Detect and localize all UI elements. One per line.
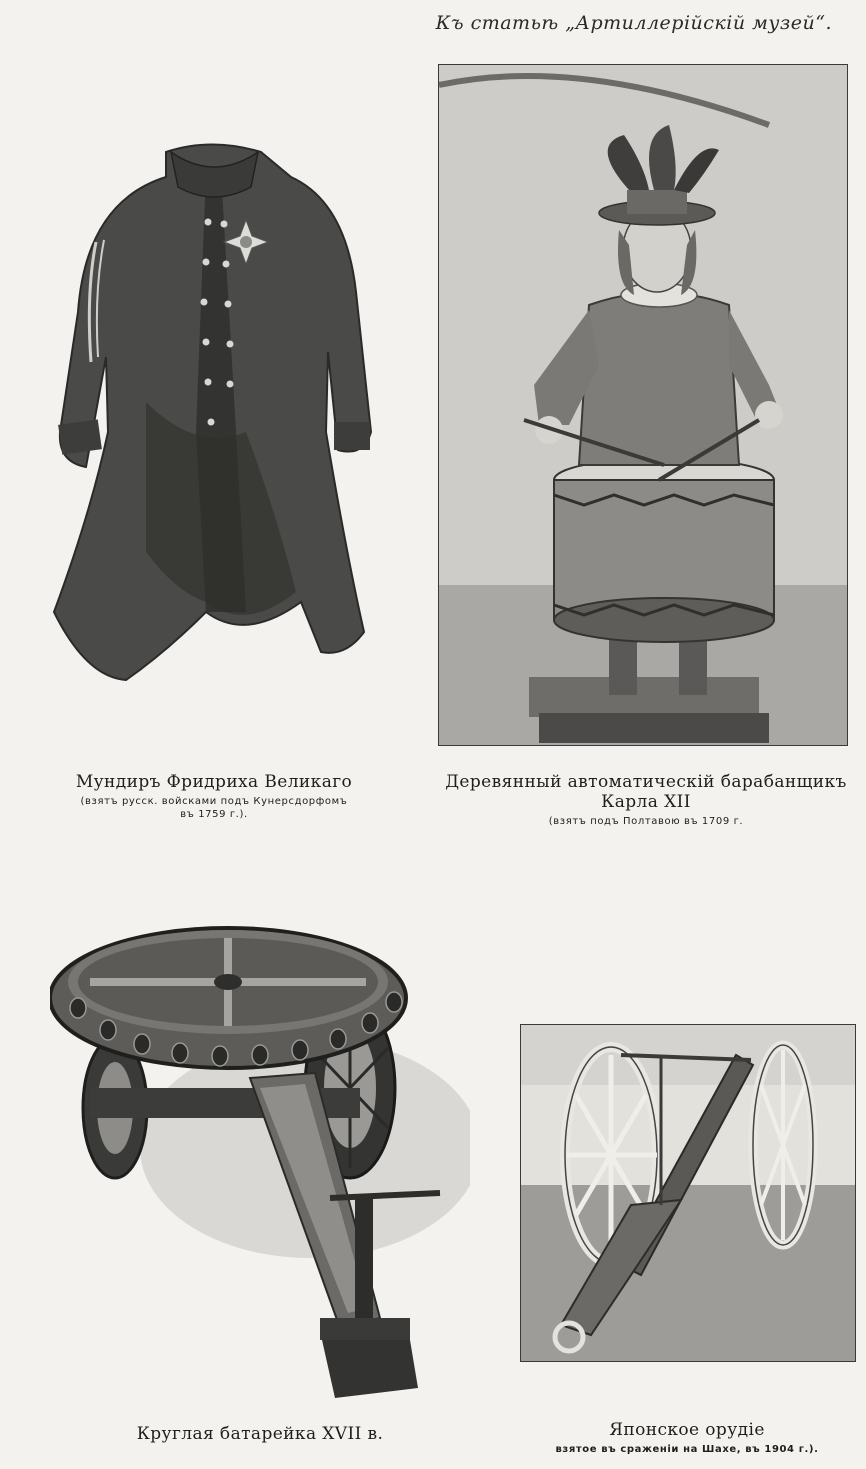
uniform-title: Мундиръ Фридриха Великаго [75,772,353,792]
uniform-note-line-1: (взятъ русск. войсками подъ Кунерсдорфомъ [80,796,348,807]
japanese-gun-illustration [521,1025,855,1361]
uniform-caption [40,772,388,822]
drummer-title-line-2: Карла XII [601,792,691,812]
uniform-note-line-2: въ 1759 г.). [180,809,248,820]
battery-caption [60,1424,460,1444]
japanese-gun-caption [520,1420,854,1457]
battery-photo [50,898,470,1408]
battery-illustration [50,898,470,1408]
japanese-gun-title: Японское орудіе [609,1420,765,1440]
drummer-photo [438,64,848,746]
japanese-gun-note: взятое въ сраженіи на Шахе, въ 1904 г.). [555,1444,819,1455]
drummer-title-line-1: Деревянный автоматическій барабанщикъ [445,772,847,792]
drummer-caption [440,772,852,829]
drummer-note: (взятъ подъ Полтавою въ 1709 г. [548,816,744,827]
battery-title: Круглая батарейка XVII в. [136,1424,384,1444]
uniform-illustration [46,132,376,692]
japanese-gun-photo [520,1024,856,1362]
running-header: Къ статьѣ „Артиллерійскій музей“. [435,12,832,34]
uniform-photo [46,132,376,692]
drummer-illustration [439,65,847,745]
